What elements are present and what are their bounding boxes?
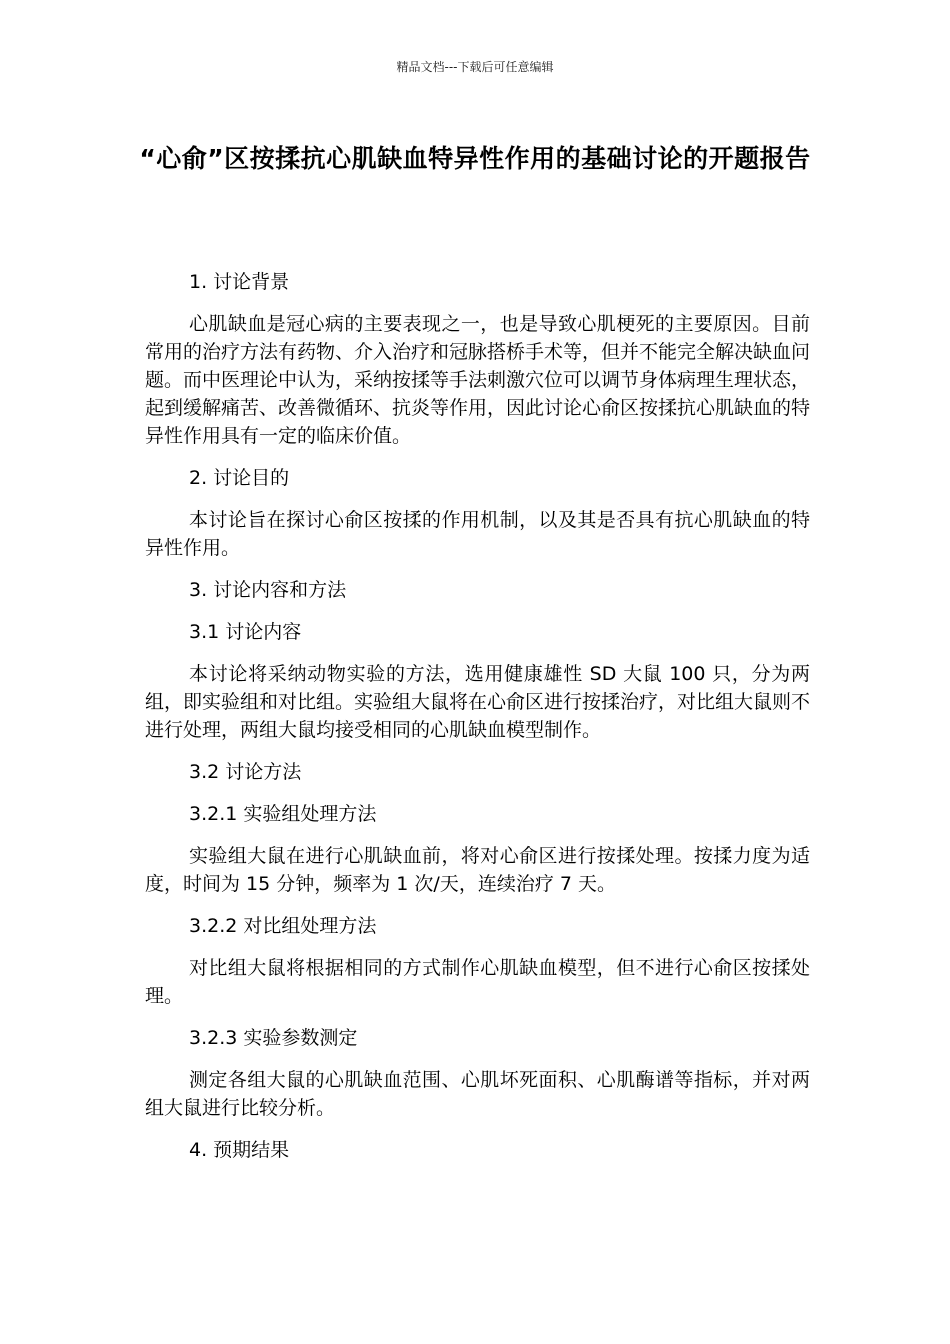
- subsection-heading: 3.1 讨论内容: [189, 621, 302, 643]
- paragraph: 本讨论将采纳动物实验的方法，选用健康雄性 SD 大鼠 100 只，分为两组，即实验组和对比组。实验组大鼠将在心俞区进行按揉治疗，对比组大鼠则不进行处理，两组大鼠均接受相同的心肌缺血模型制作。: [145, 663, 811, 741]
- subsection-heading: 3.2 讨论方法: [189, 761, 302, 783]
- paragraph: 对比组大鼠将根据相同的方式制作心肌缺血模型，但不进行心俞区按揉处理。: [145, 957, 810, 1007]
- section-heading: 3. 讨论内容和方法: [189, 579, 347, 601]
- paragraph: 心肌缺血是冠心病的主要表现之一，也是导致心肌梗死的主要原因。目前常用的治疗方法有药物、介入治疗和冠脉搭桥手术等，但并不能完全解决缺血问题。而中医理论中认为，采纳按揉等手法刺激穴位可以调节身体病理生理状态，起到缓解痛苦、改善微循环、抗炎等作用，因此讨论心俞区按揉抗心肌缺血的特异性作用具有一定的临床价值。: [145, 313, 811, 447]
- paragraph: 本讨论旨在探讨心俞区按揉的作用机制，以及其是否具有抗心肌缺血的特异性作用。: [145, 509, 810, 559]
- section-heading: 2. 讨论目的: [189, 467, 290, 489]
- subsubsection-heading: 3.2.1 实验组处理方法: [189, 803, 377, 825]
- subsubsection-heading: 3.2.3 实验参数测定: [189, 1027, 358, 1049]
- document-title: “心俞”区按揉抗心肌缺血特异性作用的基础讨论的开题报告: [139, 144, 811, 173]
- header-note: 精品文档---下载后可任意编辑: [396, 60, 554, 74]
- paragraph: 测定各组大鼠的心肌缺血范围、心肌坏死面积、心肌酶谱等指标，并对两组大鼠进行比较分析。: [145, 1069, 810, 1119]
- section-heading: 1. 讨论背景: [189, 271, 290, 293]
- subsubsection-heading: 3.2.2 对比组处理方法: [189, 915, 377, 937]
- document-body: [145, 268, 810, 1178]
- section-heading: 4. 预期结果: [189, 1139, 290, 1161]
- paragraph: 实验组大鼠在进行心肌缺血前，将对心俞区进行按揉处理。按揉力度为适度，时间为 15 分钟，频率为 1 次/天，连续治疗 7 天。: [145, 845, 810, 895]
